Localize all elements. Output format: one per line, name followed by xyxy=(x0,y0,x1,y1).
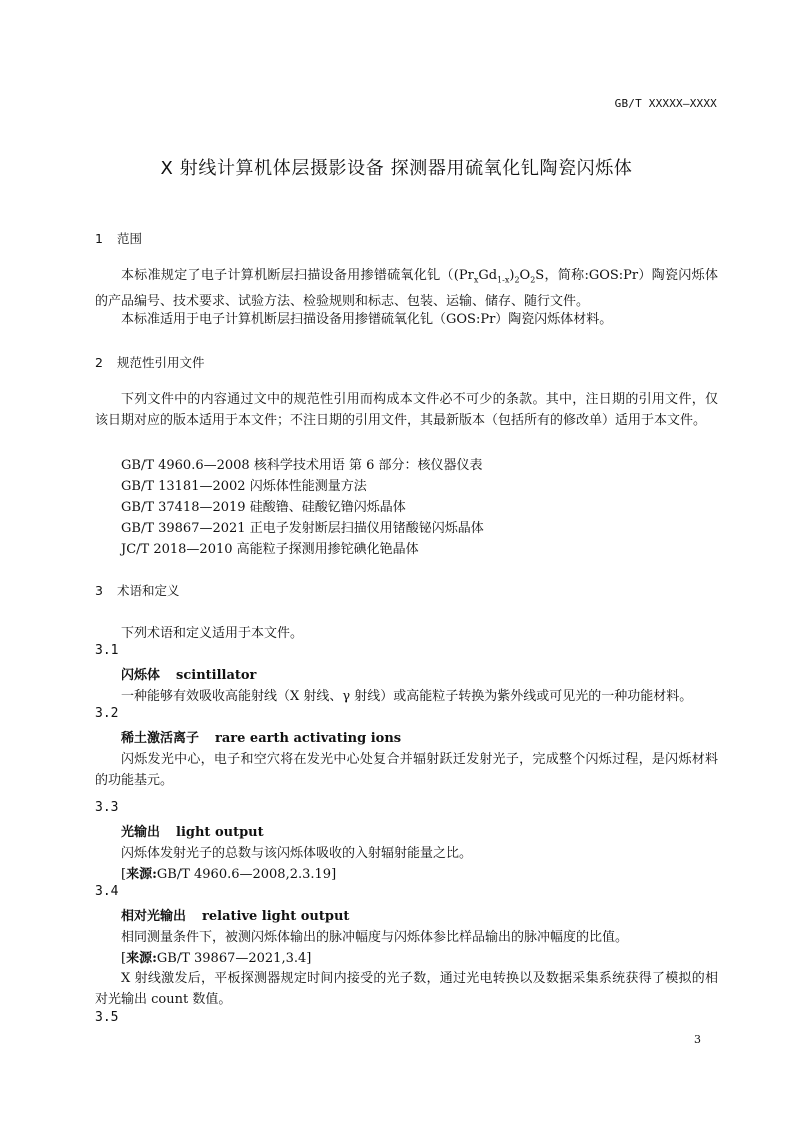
terms-intro: 下列术语和定义适用于本文件。 xyxy=(121,626,304,641)
term-number: 3.1 xyxy=(95,643,119,658)
term-note: X 射线激发后，平板探测器规定时间内接受的光子数，通过光电转换以及数据采集系统获得了模拟的相对光输出 count 数值。 xyxy=(95,971,718,1007)
term-source: [来源:GB/T 4960.6—2008,2.3.19] xyxy=(121,867,337,882)
term-definition: 闪烁发光中心，电子和空穴将在发光中心处复合并辐射跃迁发射光子，完成整个闪烁过程，是闪烁材料的功能基元。 xyxy=(95,752,718,788)
term-heading: 相对光输出 relative light output xyxy=(121,909,350,924)
term-number: 3.5 xyxy=(95,1010,119,1025)
reference-item: JC/T 2018—2010 高能粒子探测用掺铊碘化铯晶体 xyxy=(121,542,419,557)
section-title: 规范性引用文件 xyxy=(117,355,205,370)
reference-item: GB/T 39867—2021 正电子发射断层扫描仪用锗酸铋闪烁晶体 xyxy=(121,521,484,536)
page-number: 3 xyxy=(694,1033,701,1046)
section-number: 2 xyxy=(95,355,103,370)
section-3-heading xyxy=(95,581,180,599)
reference-item: GB/T 13181—2002 闪烁体性能测量方法 xyxy=(121,479,367,494)
term-source: [来源:GB/T 39867—2021,3.4] xyxy=(121,951,312,966)
scope-paragraph-1: 本标准规定了电子计算机断层扫描设备用掺镨硫氧化钆（$(Pr_xGd_{1-x})_2O_2S$，简称:GOS:Pr）陶瓷闪烁体的产品编号、技术要求、试验方法、检验规则和标志、包装、运输、储存、随行文件。 xyxy=(95,268,718,309)
document-title: X 射线计算机体层摄影设备 探测器用硫氧化钆陶瓷闪烁体 xyxy=(160,158,633,179)
section-title: 范围 xyxy=(117,231,143,246)
term-number: 3.2 xyxy=(95,706,119,721)
section-1-heading xyxy=(95,229,142,247)
term-heading: 稀土激活离子 rare earth activating ions xyxy=(121,731,402,746)
references-intro: 下列文件中的内容通过文中的规范性引用而构成本文件必不可少的条款。其中，注日期的引用文件，仅该日期对应的版本适用于本文件；不注日期的引用文件，其最新版本（包括所有的修改单）适用于本文件。 xyxy=(95,392,718,428)
term-definition: 相同测量条件下，被测闪烁体输出的脉冲幅度与闪烁体参比样品输出的脉冲幅度的比值。 xyxy=(121,930,629,945)
term-definition: 闪烁体发射光子的总数与该闪烁体吸收的入射辐射能量之比。 xyxy=(121,846,473,861)
section-title: 术语和定义 xyxy=(117,583,180,598)
section-number: 3 xyxy=(95,583,103,598)
term-heading: 闪烁体 scintillator xyxy=(121,668,257,683)
term-number: 3.4 xyxy=(95,884,119,899)
section-number: 1 xyxy=(95,231,103,246)
term-heading: 光输出 light output xyxy=(121,825,264,840)
scope-paragraph-2: 本标准适用于电子计算机断层扫描设备用掺镨硫氧化钆（GOS:Pr）陶瓷闪烁体材料。 xyxy=(121,312,613,327)
term-definition: 一种能够有效吸收高能射线（X 射线、γ 射线）或高能粒子转换为紫外线或可见光的一种功能材料。 xyxy=(121,689,693,704)
term-number: 3.3 xyxy=(95,800,119,815)
reference-item: GB/T 37418—2019 硅酸镥、硅酸钇镥闪烁晶体 xyxy=(121,500,406,515)
standard-number-header: GB/T XXXXX—XXXX xyxy=(614,97,717,110)
reference-item: GB/T 4960.6—2008 核科学技术用语 第 6 部分：核仪器仪表 xyxy=(121,458,483,473)
section-2-heading xyxy=(95,353,205,371)
